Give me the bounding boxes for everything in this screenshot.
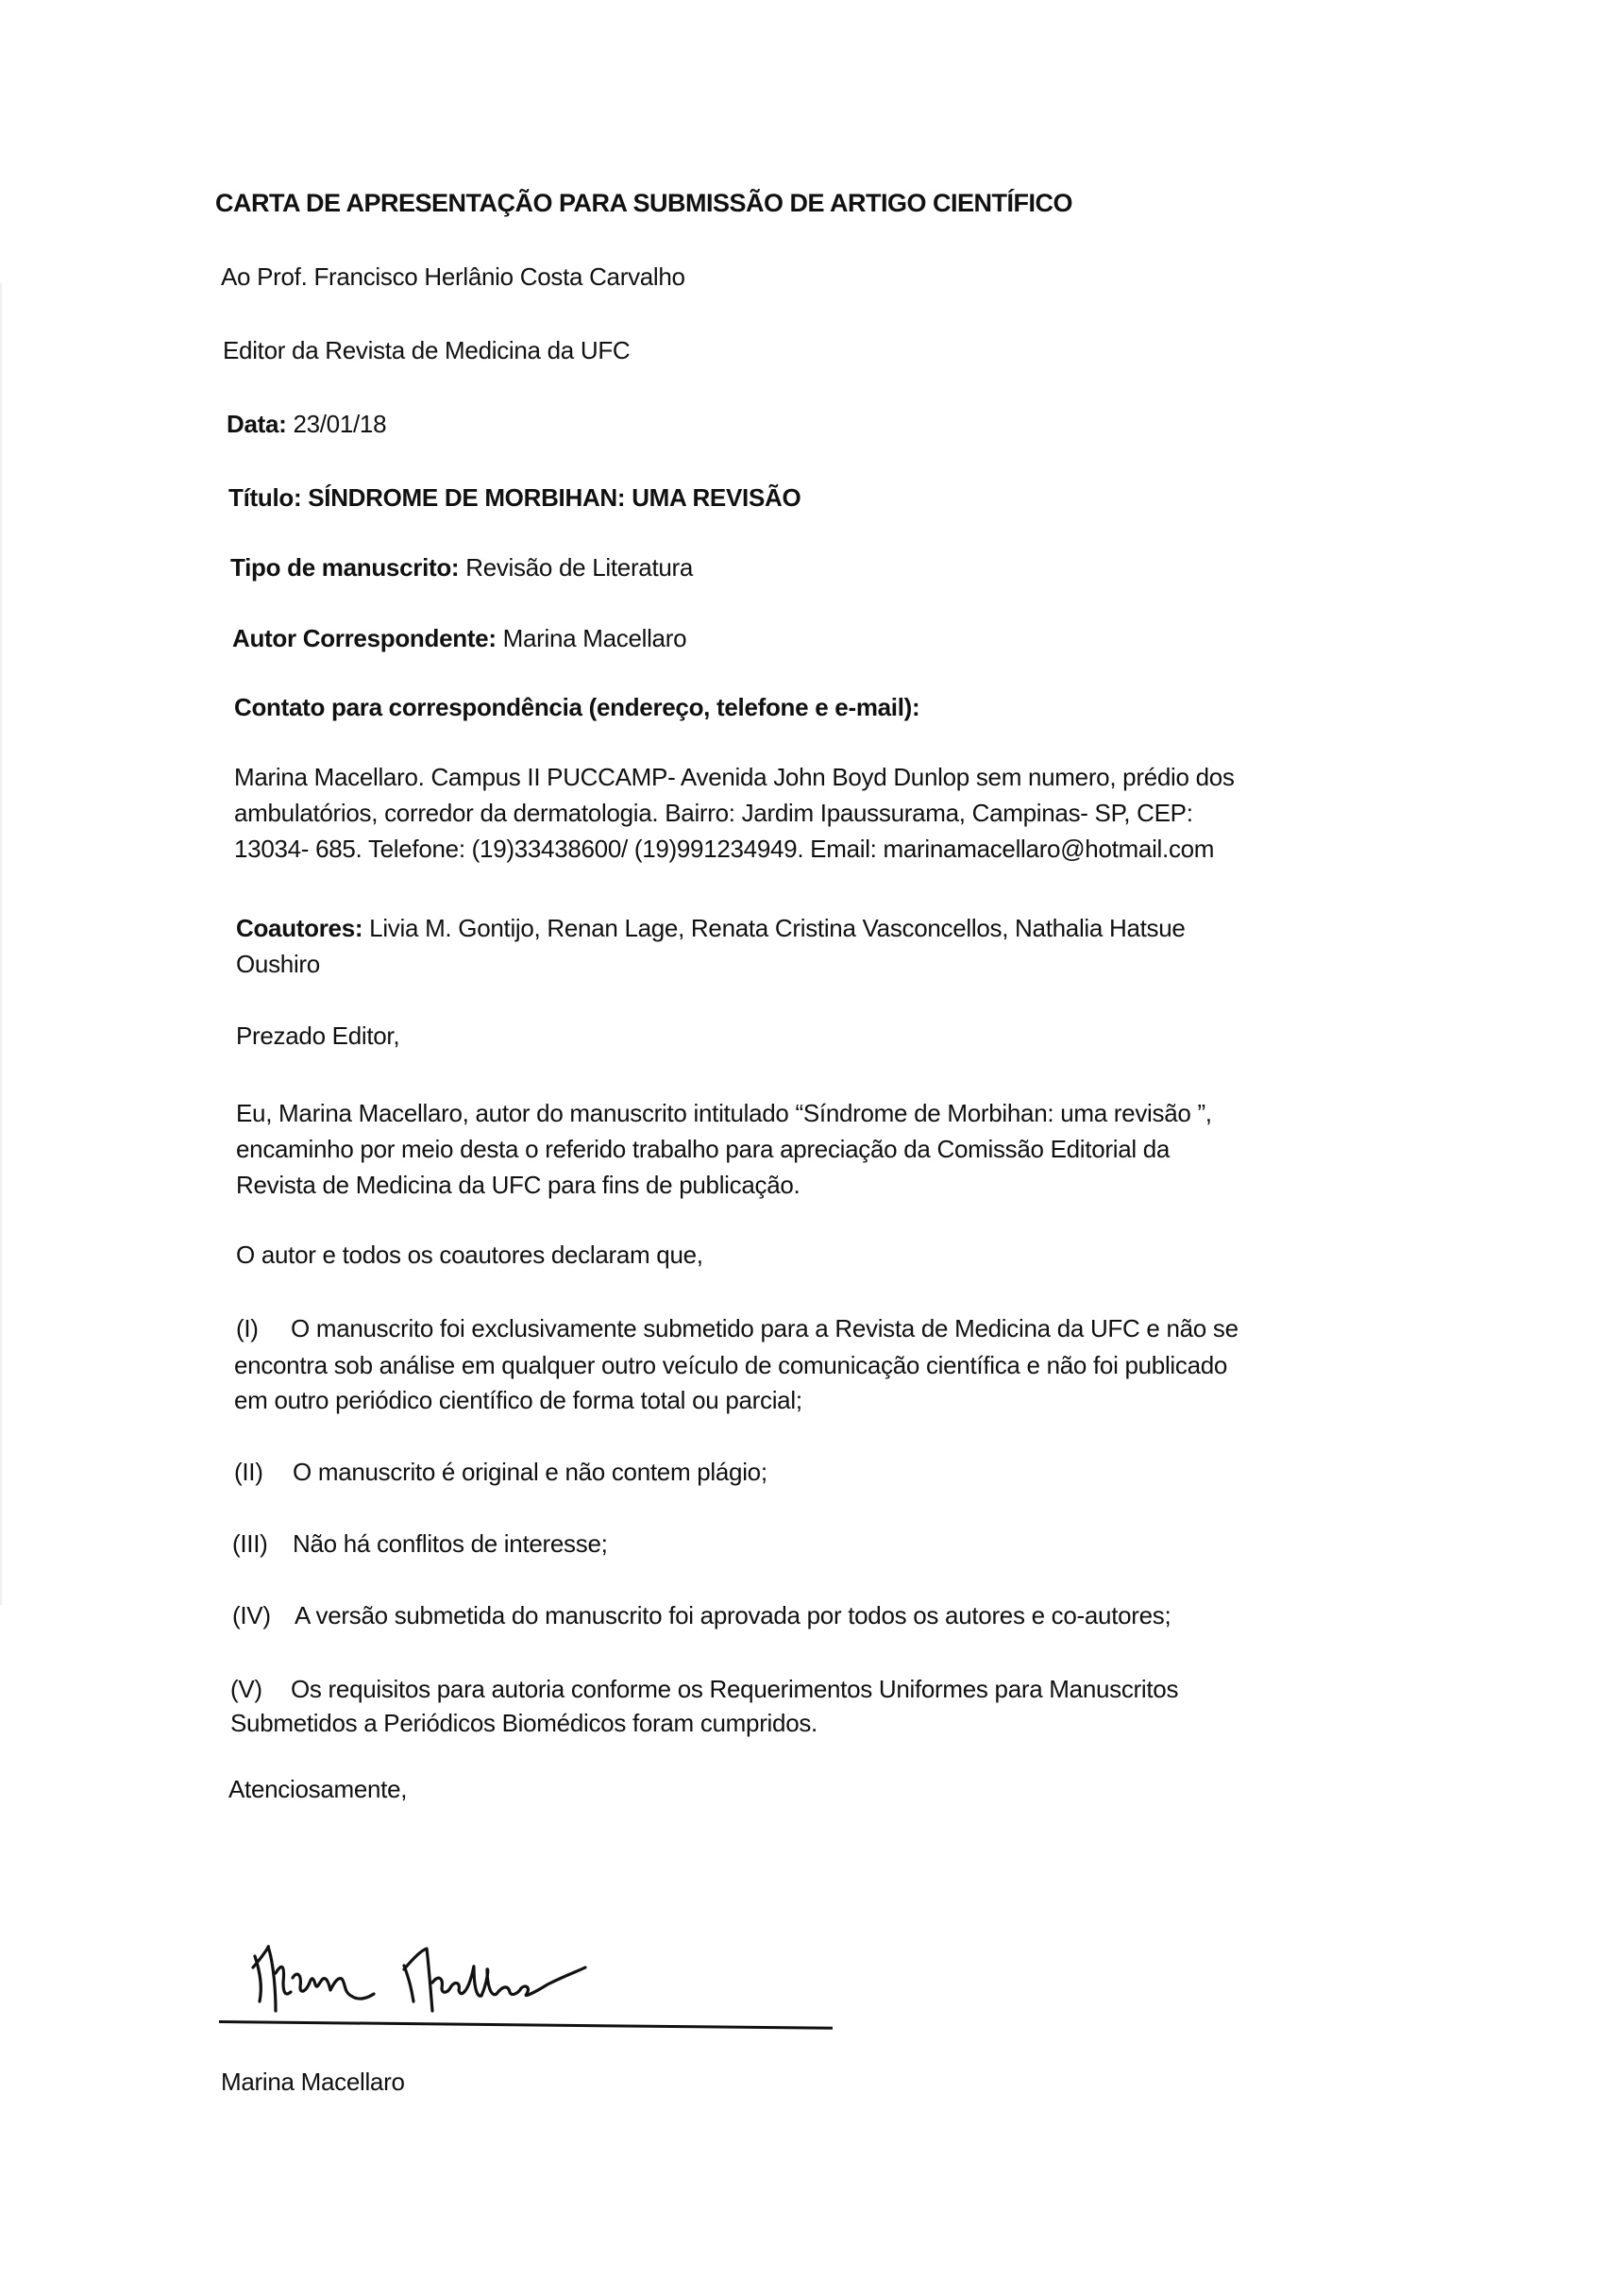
declaration-item — [230, 1675, 1178, 1704]
author-value: Marina Macellaro — [496, 624, 687, 652]
item-number: (IV) — [232, 1601, 271, 1629]
declaration-cont: em outro periódico científico de forma total ou parcial; — [234, 1386, 802, 1414]
recipient-role: Editor da Revista de Medicina da UFC — [223, 336, 631, 364]
declaration-intro: O autor e todos os coautores declaram que, — [236, 1241, 703, 1269]
body-line: encaminho por meio desta o referido trabalho para apreciação da Comissão Editorial da — [236, 1135, 1171, 1163]
signer-name: Marina Macellaro — [221, 2068, 405, 2096]
item-number: (III) — [232, 1529, 268, 1558]
signature — [227, 1935, 717, 2030]
date-field — [227, 410, 386, 439]
scan-edge — [0, 283, 2, 1605]
body-line: Eu, Marina Macellaro, autor do manuscrito intitulado “Síndrome de Morbihan: uma revisão ”, — [236, 1099, 1212, 1127]
coauthors-label: Coautores: — [236, 914, 363, 942]
author-field — [232, 624, 686, 653]
type-value: Revisão de Literatura — [459, 553, 694, 582]
contact-line: ambulatórios, corredor da dermatologia. Bairro: Jardim Ipaussurama, Campinas- SP, CEP: — [234, 799, 1193, 827]
salutation: Prezado Editor, — [236, 1021, 400, 1050]
item-text: O manuscrito é original e não contem plágio; — [293, 1458, 767, 1486]
item-number: (V) — [230, 1675, 262, 1703]
type-field — [230, 553, 693, 582]
title-value: SÍNDROME DE MORBIHAN: UMA REVISÃO — [301, 483, 801, 512]
title-label: Título: — [228, 483, 302, 512]
declaration-cont: Submetidos a Periódicos Biomédicos foram cumpridos. — [230, 1709, 817, 1737]
item-text: O manuscrito foi exclusivamente submetido para a Revista de Medicina da UFC e não se — [291, 1314, 1239, 1342]
declaration-cont: encontra sob análise em qualquer outro veículo de comunicação científica e não foi publicado — [234, 1351, 1228, 1379]
contact-label: Contato para correspondência (endereço, telefone e e-mail): — [234, 693, 920, 721]
date-label: Data: — [227, 410, 287, 438]
declaration-item — [232, 1601, 1171, 1630]
item-text: A versão submetida do manuscrito foi aprovada por todos os autores e co-autores; — [295, 1601, 1171, 1629]
coauthors-value: Livia M. Gontijo, Renan Lage, Renata Cristina Vasconcellos, Nathalia Hatsue — [362, 914, 1186, 942]
closing: Atenciosamente, — [228, 1775, 408, 1803]
body-line: Revista de Medicina da UFC para fins de publicação. — [236, 1171, 800, 1199]
declaration-item — [232, 1529, 608, 1559]
letter-title: CARTA DE APRESENTAÇÃO PARA SUBMISSÃO DE ARTIGO CIENTÍFICO — [215, 189, 1073, 217]
recipient-line: Ao Prof. Francisco Herlânio Costa Carvalho — [221, 262, 685, 291]
coauthors-cont: Oushiro — [236, 950, 320, 978]
declaration-item — [234, 1458, 767, 1487]
item-number: (II) — [234, 1458, 263, 1486]
item-number: (I) — [236, 1314, 259, 1342]
contact-line: 13034- 685. Telefone: (19)33438600/ (19)991234949. Email: marinamacellaro@hotmail.com — [234, 835, 1215, 863]
title-field — [228, 483, 800, 513]
declaration-item — [236, 1314, 1239, 1343]
item-text: Não há conflitos de interesse; — [293, 1529, 608, 1558]
type-label: Tipo de manuscrito: — [230, 553, 460, 582]
contact-line: Marina Macellaro. Campus II PUCCAMP- Avenida John Boyd Dunlop sem numero, prédio dos — [234, 763, 1235, 791]
coauthors-field — [236, 914, 1186, 943]
author-label: Autor Correspondente: — [232, 624, 497, 652]
date-value: 23/01/18 — [286, 410, 387, 438]
item-text: Os requisitos para autoria conforme os Requerimentos Uniformes para Manuscritos — [291, 1675, 1179, 1703]
